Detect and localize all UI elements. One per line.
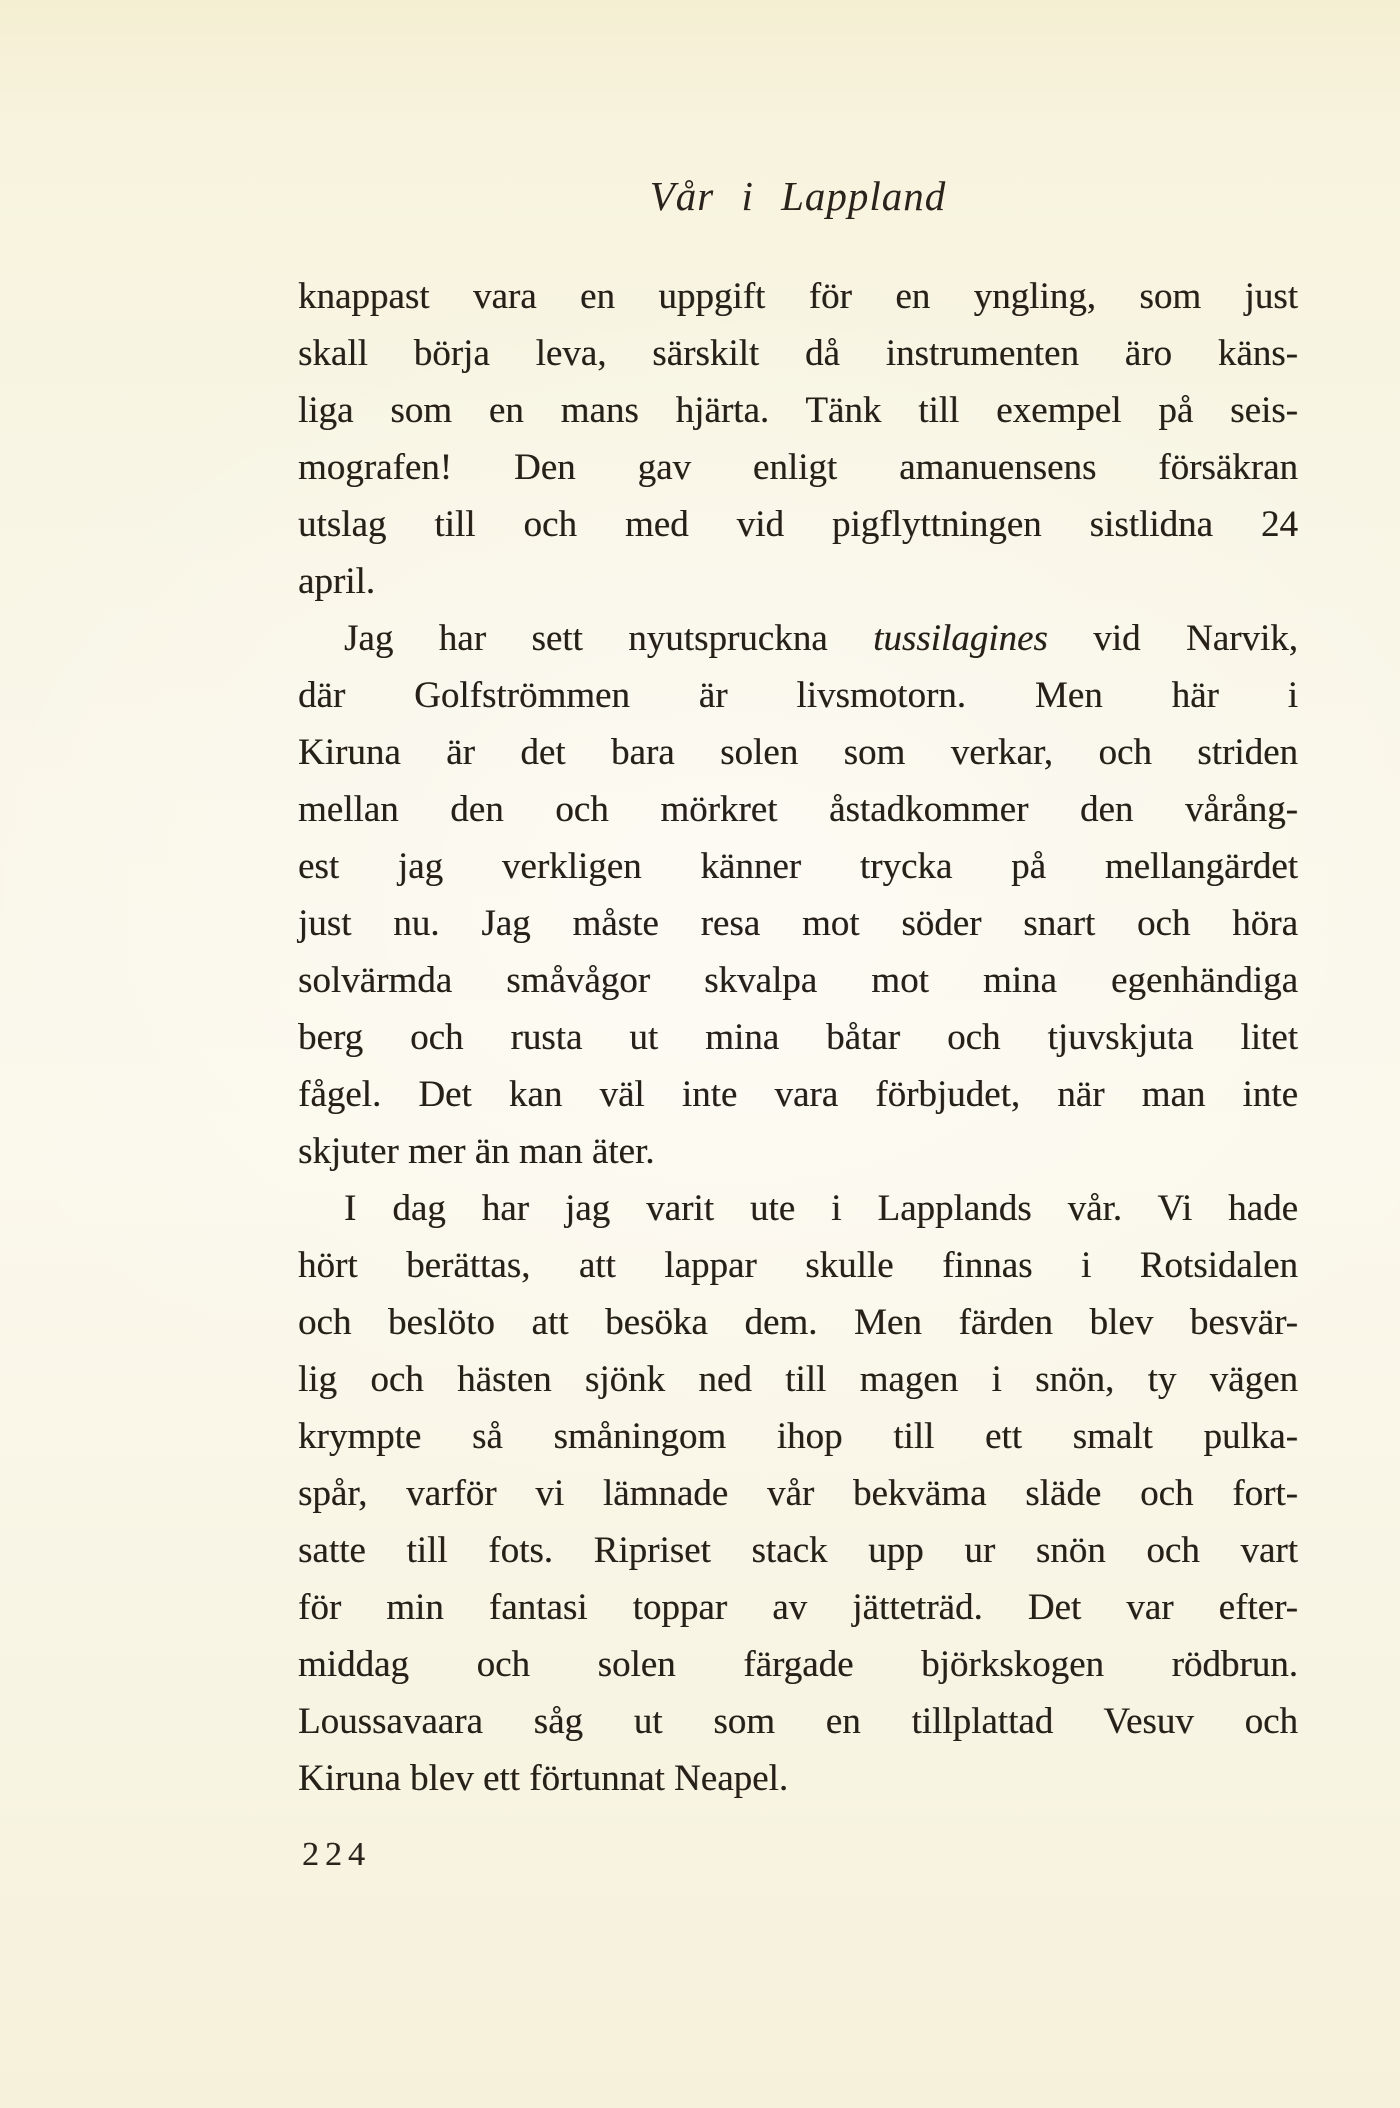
text-line [298,1408,1298,1465]
text-segment: mellan den och mörkret åstadkommer den vårång- [298,789,1298,830]
text-segment: och beslöto att besöka dem. Men färden blev besvär- [298,1302,1298,1343]
text-segment: I dag har jag varit ute i Lapplands vår. Vi hade [344,1188,1298,1229]
text-line [298,781,1298,838]
text-segment: för min fantasi toppar av jätteträd. Det var efter- [298,1587,1298,1628]
running-title: Vår i Lappland [649,173,947,219]
text-segment: april. [298,561,376,602]
italic-text-segment: tussilagines [873,618,1048,659]
text-segment: hört berättas, att lappar skulle finnas i Rotsidalen [298,1245,1298,1286]
text-line [298,1636,1298,1693]
page-body [298,268,1298,1807]
text-segment: lig och hästen sjönk ned till magen i snön, ty vägen [298,1359,1298,1400]
text-segment: fågel. Det kan väl inte vara förbjudet, när man inte [298,1074,1298,1115]
text-line [298,1465,1298,1522]
text-segment: skall börja leva, särskilt då instrumenten äro käns- [298,333,1298,374]
text-segment: utslag till och med vid pigflyttningen sistlidna 24 [298,504,1298,545]
text-segment: just nu. Jag måste resa mot söder snart och höra [298,903,1298,944]
text-line [298,610,1298,667]
text-segment: knappast vara en uppgift för en yngling, som just [298,276,1298,317]
text-line [298,1009,1298,1066]
text-line [298,1066,1298,1123]
text-line [298,895,1298,952]
text-line [298,667,1298,724]
text-segment: mografen! Den gav enligt amanuensens försäkran [298,447,1298,488]
text-line [298,1351,1298,1408]
text-segment: satte till fots. Ripriset stack upp ur snön och vart [298,1530,1298,1571]
text-segment: Jag har sett nyutspruckna [344,618,874,659]
text-line [298,1180,1298,1237]
text-line [298,838,1298,895]
text-segment: Kiruna blev ett förtunnat Neapel. [298,1758,789,1799]
text-line [298,952,1298,1009]
text-segment: solvärmda småvågor skvalpa mot mina egenhändiga [298,960,1298,1001]
text-segment: Kiruna är det bara solen som verkar, och striden [298,732,1298,773]
page-number: 224 [302,1836,371,1873]
text-line [298,553,1298,610]
text-line [298,1294,1298,1351]
text-line [298,439,1298,496]
text-segment: middag och solen färgade björkskogen rödbrun. [298,1644,1298,1685]
text-line [298,1579,1298,1636]
text-segment: berg och rusta ut mina båtar och tjuvskjuta litet [298,1017,1298,1058]
text-segment: där Golfströmmen är livsmotorn. Men här i [298,675,1298,716]
text-line [298,724,1298,781]
text-segment: spår, varför vi lämnade vår bekväma släde och fort- [298,1473,1298,1514]
text-segment: Loussavaara såg ut som en tillplattad Vesuv och [298,1701,1298,1742]
text-segment: vid Narvik, [1047,618,1298,659]
text-line [298,1237,1298,1294]
text-line [298,1123,1298,1180]
text-segment: krympte så småningom ihop till ett smalt pulka- [298,1416,1298,1457]
text-line [298,1522,1298,1579]
text-line [298,1750,1298,1807]
text-line [298,325,1298,382]
text-segment: skjuter mer än man äter. [298,1131,655,1172]
text-line [298,1693,1298,1750]
text-line [298,496,1298,553]
text-segment: liga som en mans hjärta. Tänk till exempel på seis- [298,390,1298,431]
text-line [298,382,1298,439]
text-segment: est jag verkligen känner trycka på mellangärdet [298,846,1298,887]
text-line [298,268,1298,325]
